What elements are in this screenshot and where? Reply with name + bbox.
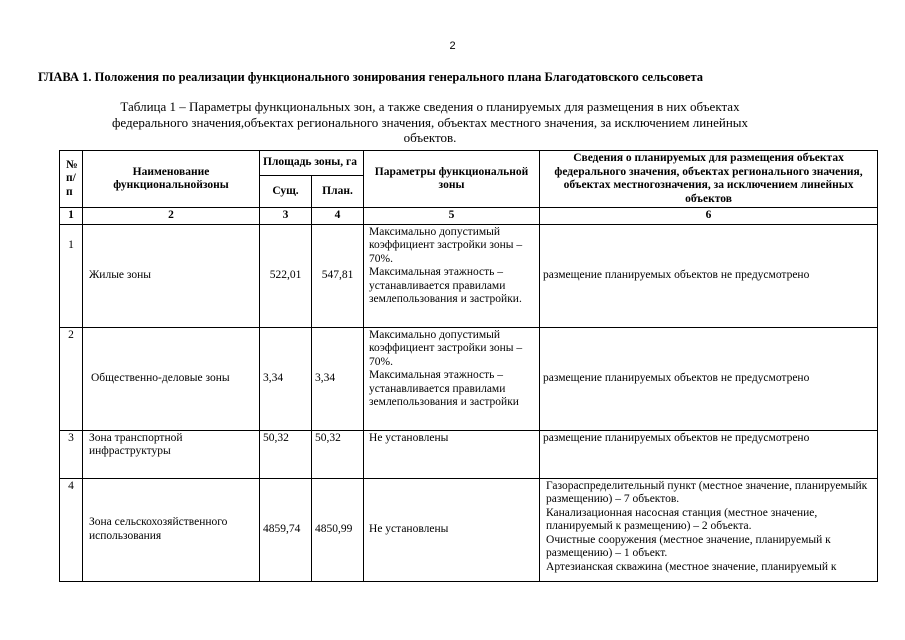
zone-params [364, 430, 540, 478]
area-current: 4859,74 [260, 478, 312, 581]
param-line: Максимально допустимый коэффициент застройки зоны – 70%. [369, 225, 523, 265]
table-row [60, 430, 878, 478]
table-caption-line-2: федерального значения,объектах регионального значения, объектах местного значения, за исключением линейных [111, 114, 749, 130]
param-line: Не установлены [369, 522, 449, 535]
zone-objects [540, 478, 878, 581]
area-planned: 4850,99 [312, 478, 364, 581]
row-number: 4 [60, 478, 83, 581]
param-line: Максимальная этажность – устанавливается правилами землепользования и застройки [369, 369, 519, 408]
zone-name: Жилые зоны [83, 224, 260, 327]
header-no: № п/п [60, 151, 83, 208]
zone-name: Зона сельскохозяйственного использования [83, 478, 260, 581]
area-planned: 547,81 [312, 224, 364, 327]
header-row [60, 151, 878, 176]
row-number: 1 [60, 224, 83, 327]
column-number: 3 [260, 208, 312, 225]
object-line: размещение планируемых объектов не предусмотрено [543, 431, 810, 444]
param-line: Максимальная этажность – устанавливается правилами землепользования и застройки. [369, 266, 522, 305]
area-current: 50,32 [260, 430, 312, 478]
header-area: Площадь зоны, га [260, 151, 364, 176]
table-row [60, 478, 878, 581]
param-line: Не установлены [369, 431, 449, 444]
header-area-current: Сущ. [260, 176, 312, 208]
table-caption-line-3: объектов. [403, 130, 457, 145]
object-line: Канализационная насосная станция (местное значение, планируемый к размещению) – 2 объекта. [546, 506, 818, 532]
object-line: размещение планируемых объектов не предусмотрено [543, 371, 810, 384]
header-params: Параметры функциональной зоны [364, 151, 540, 208]
chapter-title: ГЛАВА 1. Положения по реализации функционального зонирования генерального плана Благодатовского сельсовета [38, 70, 704, 84]
area-planned: 50,32 [312, 430, 364, 478]
zone-objects [540, 430, 878, 478]
row-number: 3 [60, 430, 83, 478]
zones-table [59, 150, 878, 582]
table-row [60, 224, 878, 327]
column-number: 2 [83, 208, 260, 225]
table-caption [40, 99, 820, 146]
row-number: 2 [60, 327, 83, 430]
column-number-row [60, 208, 878, 225]
area-current: 3,34 [260, 327, 312, 430]
column-number: 1 [60, 208, 83, 225]
object-line: Газораспределительный пункт (местное значение, планируемыйк размещению) – 7 объектов. [546, 479, 868, 505]
page-number: 2 [449, 40, 456, 52]
header-area-planned: План. [312, 176, 364, 208]
zone-params [364, 478, 540, 581]
header-name: Наименование функциональнойзоны [83, 151, 260, 208]
area-planned: 3,34 [312, 327, 364, 430]
column-number: 6 [540, 208, 878, 225]
zone-objects [540, 327, 878, 430]
column-number: 5 [364, 208, 540, 225]
object-line: размещение планируемых объектов не предусмотрено [543, 268, 810, 281]
object-line: Артезианская скважина (местное значение, планируемый к [546, 560, 837, 573]
zone-name: Общественно-деловые зоны [83, 327, 260, 430]
zone-params [364, 327, 540, 430]
zone-name: Зона транспортной инфраструктуры [83, 430, 260, 478]
area-current: 522,01 [260, 224, 312, 327]
header-objects: Сведения о планируемых для размещения объектах федерального значения, объектах регионального значения, объектах местногозначения, за исключением линейных объектов [540, 151, 878, 208]
zone-params [364, 224, 540, 327]
object-line: Очистные сооружения (местное значение, планируемый к размещению) – 1 объект. [546, 533, 831, 559]
column-number: 4 [312, 208, 364, 225]
zone-objects [540, 224, 878, 327]
table-row [60, 327, 878, 430]
param-line: Максимально допустимый коэффициент застройки зоны – 70%. [369, 328, 523, 368]
table-caption-line-1: Таблица 1 – Параметры функциональных зон, а также сведения о планируемых для размещения в них объектах [120, 99, 740, 114]
